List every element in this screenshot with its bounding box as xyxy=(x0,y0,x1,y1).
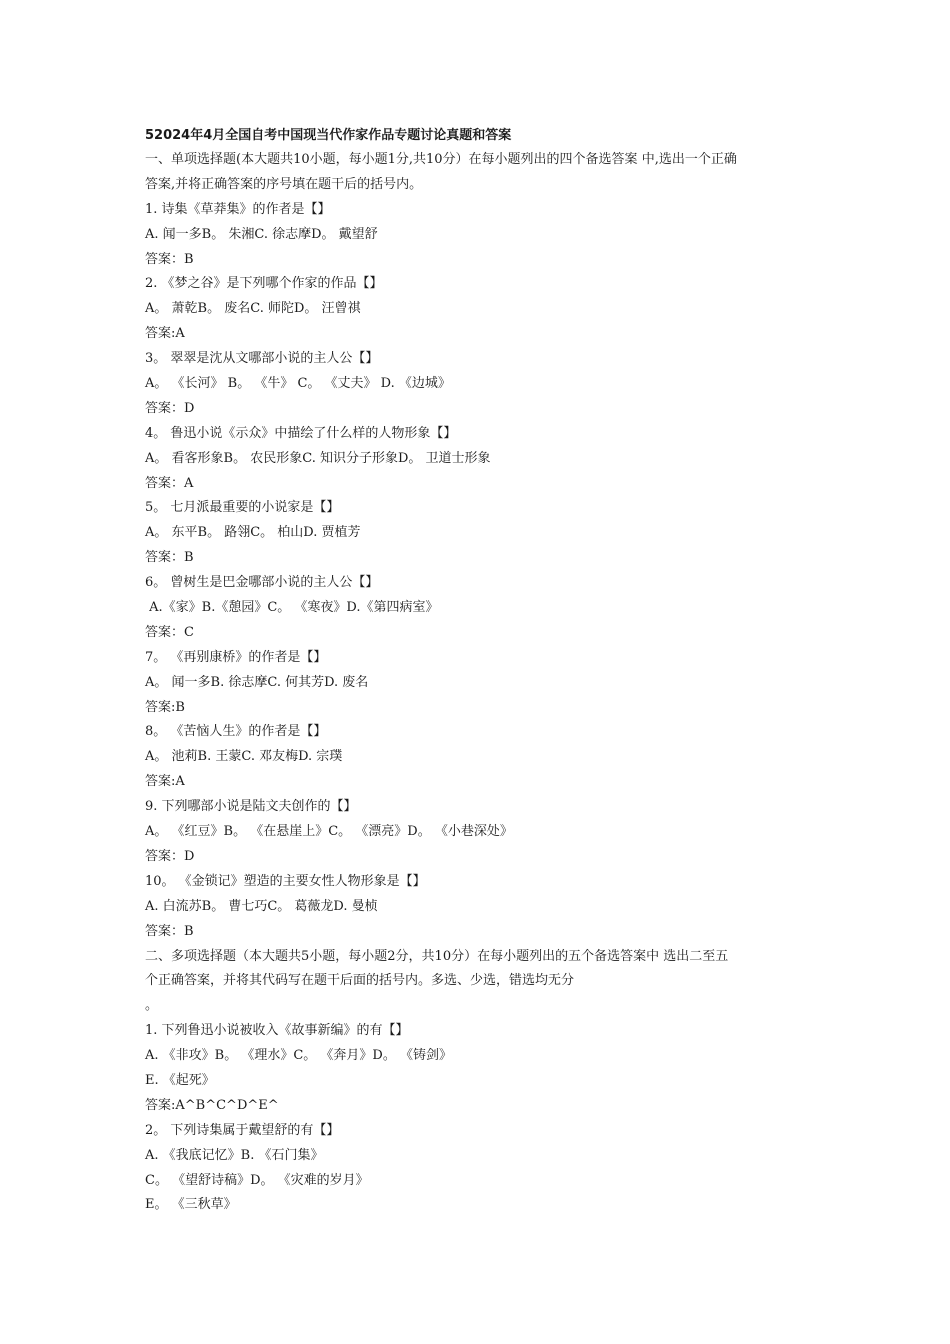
mq2-options-ab: A. 《我底记忆》B. 《石门集》 xyxy=(145,1147,324,1163)
section2-intro-line3: 。 xyxy=(145,998,159,1014)
q5-options: A。 东平B。 路翎C。 柏山D. 贾植芳 xyxy=(145,525,361,541)
q1-answer: 答案：B xyxy=(145,251,194,267)
q3-question: 3。 翠翠是沈从文哪部小说的主人公【】 xyxy=(145,351,379,367)
q4-question: 4。 鲁迅小说《示众》中描绘了什么样的人物形象【】 xyxy=(145,425,457,441)
q10-options: A. 白流苏B。 曹七巧C。 葛薇龙D. 曼桢 xyxy=(145,898,378,914)
q8-options: A。 池莉B. 王蒙C. 邓友梅D. 宗璞 xyxy=(145,749,343,765)
mq2-options-e: E。 《三秋草》 xyxy=(145,1197,237,1213)
q6-options: A.《家》B.《憩园》C。 《寒夜》D.《第四病室》 xyxy=(145,600,439,616)
mq1-options-e: E. 《起死》 xyxy=(145,1072,215,1088)
q8-answer: 答案:A xyxy=(145,774,185,790)
mq1-question: 1. 下列鲁迅小说被收入《故事新编》的有【】 xyxy=(145,1023,409,1039)
q6-question: 6。 曾树生是巴金哪部小说的主人公【】 xyxy=(145,575,379,591)
q10-answer: 答案：B xyxy=(145,923,194,939)
q4-answer: 答案：A xyxy=(145,475,194,491)
q1-question: 1. 诗集《草莽集》的作者是【】 xyxy=(145,201,331,217)
q1-options: A. 闻一多B。 朱湘C. 徐志摩D。 戴望舒 xyxy=(145,226,378,242)
document-page xyxy=(145,124,810,1218)
q9-options: A。 《红豆》B。 《在悬崖上》C。 《漂亮》D。 《小巷深处》 xyxy=(145,824,513,840)
mq1-answer: 答案:A^B^C^D^E^ xyxy=(145,1097,279,1113)
q5-question: 5。 七月派最重要的小说家是【】 xyxy=(145,500,340,516)
mq2-options-cd: C。 《望舒诗稿》D。 《灾难的岁月》 xyxy=(145,1172,369,1188)
q3-answer: 答案：D xyxy=(145,400,195,416)
section1-intro-line1: 一、单项选择题(本大题共10小题，每小题1分,共10分）在每小题列出的四个备选答案 中,选出一个正确 xyxy=(145,152,737,167)
q3-options: A。 《长河》 B。 《牛》 C。 《丈夫》 D. 《边城》 xyxy=(145,376,451,392)
q2-options: A。 萧乾B。 废名C. 师陀D。 汪曾祺 xyxy=(145,301,361,317)
document-title: 52024年4月全国自考中国现当代作家作品专题讨论真题和答案 xyxy=(145,128,512,143)
q2-question: 2. 《梦之谷》是下列哪个作家的作品【】 xyxy=(145,276,383,292)
q2-answer: 答案:A xyxy=(145,326,185,342)
q8-question: 8。 《苦恼人生》的作者是【】 xyxy=(145,724,327,740)
mq2-question: 2。 下列诗集属于戴望舒的有【】 xyxy=(145,1122,340,1138)
section2-intro-line1: 二、多项选择题（本大题共5小题，每小题2分，共10分）在每小题列出的五个备选答案中 选出二至五 xyxy=(145,948,729,964)
q7-options: A。 闻一多B. 徐志摩C. 何其芳D. 废名 xyxy=(145,674,369,690)
q5-answer: 答案：B xyxy=(145,550,194,566)
q9-answer: 答案：D xyxy=(145,848,195,864)
q7-question: 7。 《再别康桥》的作者是【】 xyxy=(145,649,327,665)
section2-intro-line2: 个正确答案，并将其代码写在题干后面的括号内。多选、少选，错选均无分 xyxy=(145,973,575,989)
q7-answer: 答案:B xyxy=(145,699,185,715)
q4-options: A。 看客形象B。 农民形象C. 知识分子形象D。 卫道士形象 xyxy=(145,450,491,466)
q6-answer: 答案：C xyxy=(145,624,194,640)
mq1-options-abcd: A. 《非攻》B。 《理水》C。 《奔月》D。 《铸剑》 xyxy=(145,1048,452,1064)
section1-intro-line2: 答案,并将正确答案的序号填在题干后的括号内。 xyxy=(145,176,423,192)
q9-question: 9. 下列哪部小说是陆文夫创作的【】 xyxy=(145,799,357,815)
q10-question: 10。 《金锁记》塑造的主要女性人物形象是【】 xyxy=(145,873,426,889)
